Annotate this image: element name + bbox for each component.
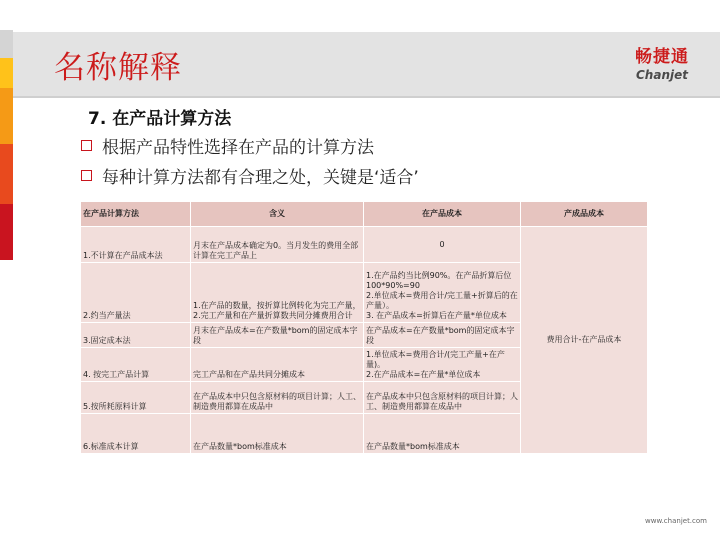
wip-cost-cell: 1.单位成本=费用合计/(完工产量+在产量)。 2.在产品成本=在产量*单位成本	[364, 348, 521, 382]
logo-chinese-text: 畅捷通	[635, 47, 689, 67]
bullet-text: 每种计算方法都有合理之处，关键是‘适合’	[102, 167, 419, 188]
column-header-wip-cost: 在产品成本	[364, 202, 521, 227]
logo-english-text: Chanjet	[636, 68, 688, 82]
wip-cost-cell: 在产品数量*bom标准成本	[364, 414, 521, 454]
footer-url: www.chanjet.com	[645, 517, 707, 525]
accent-strip-gray	[0, 30, 13, 58]
accent-strip-red-orange	[0, 144, 13, 204]
page-title: 名称解释	[54, 50, 182, 86]
accent-strip-yellow	[0, 58, 13, 88]
method-cell: 5.按所耗原料计算	[81, 382, 191, 414]
meaning-cell: 完工产品和在产品共同分摊成本	[191, 348, 364, 382]
section-title: 7. 在产品计算方法	[88, 109, 232, 129]
brand-logo	[622, 42, 702, 82]
wip-cost-cell: 在产品成本中只包含原材料的项目计算；人工、制造费用都算在成品中	[364, 382, 521, 414]
wip-cost-cell: 1.在产品约当比例90%。在产品折算后位100*90%=90 2.单位成本=费用合计/完工量+折算后的在产量）。 3. 在产品成本=折算后在产量*单位成本	[364, 263, 521, 323]
method-cell: 3.固定成本法	[81, 323, 191, 348]
meaning-cell: 在产品成本中只包含原材料的项目计算；人工、制造费用都算在成品中	[191, 382, 364, 414]
square-bullet-icon	[81, 140, 92, 151]
table-row	[81, 227, 648, 263]
column-header-finished-cost: 产成品成本	[521, 202, 648, 227]
meaning-cell: 月末在产品成本=在产数量*bom的固定成本字段	[191, 323, 364, 348]
bullet-item	[81, 160, 419, 190]
wip-cost-cell: 在产品成本=在产数量*bom的固定成本字段	[364, 323, 521, 348]
bullet-text: 根据产品特性选择在产品的计算方法	[102, 137, 374, 158]
finished-cost-cell: 费用合计-在产品成本	[521, 227, 648, 454]
method-cell: 2.约当产量法	[81, 263, 191, 323]
header-divider	[13, 96, 720, 98]
method-cell: 6.标准成本计算	[81, 414, 191, 454]
method-cell: 4. 按完工产品计算	[81, 348, 191, 382]
column-header-meaning: 含义	[191, 202, 364, 227]
accent-strip-orange	[0, 88, 13, 144]
bullet-list	[81, 130, 419, 190]
meaning-cell: 1.在产品的数量，按折算比例转化为完工产量， 2.完工产量和在产量折算数共同分摊费用合计	[191, 263, 364, 323]
table-header-row	[81, 202, 648, 227]
column-header-method: 在产品计算方法	[81, 202, 191, 227]
square-bullet-icon	[81, 170, 92, 181]
meaning-cell: 月末在产品成本确定为0。当月发生的费用全部计算在完工产品上	[191, 227, 364, 263]
method-cell: 1.不计算在产品成本法	[81, 227, 191, 263]
meaning-cell: 在产品数量*bom标准成本	[191, 414, 364, 454]
calculation-methods-table	[80, 201, 648, 454]
bullet-item	[81, 130, 419, 160]
accent-strip-red	[0, 204, 13, 260]
wip-cost-cell: 0	[364, 227, 521, 263]
